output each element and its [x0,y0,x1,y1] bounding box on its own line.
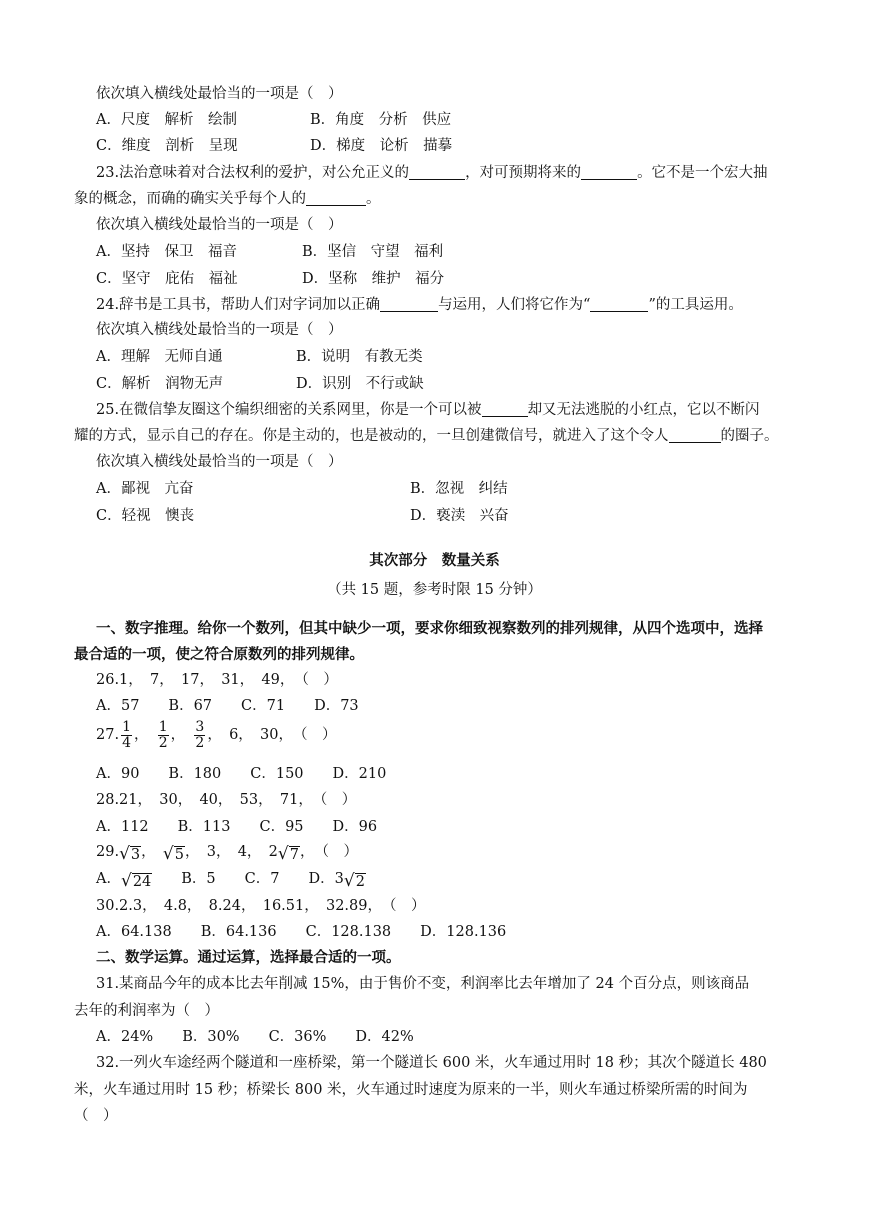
q29-option-a-label: A． [96,871,121,887]
radicand: 2 [355,874,365,890]
q24-option-c: C．解析 润物无声 [96,376,224,392]
section-title: 其次部分 数量关系 [369,552,500,569]
q27-number: 27. [96,727,120,743]
fraction-denominator: 2 [195,734,205,751]
q25-option-c: C．轻视 懊丧 [96,508,195,524]
q23-blank-3 [306,191,366,206]
q24-text-a: 24.辞书是工具书，帮助人们对字词加以正确 [96,297,381,313]
q25-intro: 依次填入横线处最恰当的一项是（ ） [96,454,343,470]
q25-option-d: D．亵渎 兴奋 [410,508,509,524]
q25-blank-2 [669,428,721,443]
radicand: 24 [132,874,152,890]
q24-stem [96,295,743,315]
q23-option-b: B．坚信 守望 福利 [302,244,444,260]
q26-stem: 26.1， 7， 17， 31， 49， （ ） [96,672,338,688]
q23-option-d: D．坚称 维护 福分 [302,271,445,287]
q25-text-d: 的圈子。 [720,428,779,444]
q30-options: A．64.138 B．64.136 C．128.138 D．128.136 [96,924,507,940]
q32-stem-line2: 米，火车通过用时 15 秒；桥梁长 800 米，火车通过时速度为原来的一半，则火车通过桥梁所需的时间为 [74,1082,748,1098]
q27-fraction-2 [158,720,169,751]
q27-options: A．90 B．180 C．150 D．210 [96,766,387,782]
q32-stem-line3: （ ） [74,1108,118,1124]
radicand: 3 [130,847,141,863]
sqrt-icon: √ 7 [277,844,299,864]
q22-option-a: A．尺度 解析 绘制 [96,112,237,128]
fraction-numerator: 1 [158,718,168,735]
q24-option-d: D．识别 不行或缺 [296,376,424,392]
q23-option-a: A．坚持 保卫 福音 [96,244,237,260]
q23-stem-line1 [96,163,768,183]
q29-options [96,869,366,890]
q29-tail: ， （ ） [299,844,358,860]
q26-options: A．57 B．67 C．71 D．73 [96,698,359,714]
radicand: 5 [174,847,184,863]
radicand: 7 [289,847,299,863]
q24-text-c: ”的工具运用。 [648,297,743,313]
q27-fraction-3 [194,720,205,751]
q24-blank-1 [380,297,438,312]
q23-option-c: C．坚守 庇佑 福祉 [96,271,238,287]
q31-options: A．24% B．30% C．36% D．42% [96,1029,414,1045]
q24-option-a: A．理解 无师自通 [96,349,223,365]
part1-instructions-line1: 一、数字推理。给你一个数列，但其中缺少一项，要求你细致视察数列的排列规律，从四个选项中，选择 [96,620,763,637]
q24-intro: 依次填入横线处最恰当的一项是（ ） [96,322,343,338]
q25-stem-line2 [74,426,779,446]
q25-option-a: A．鄙视 亢奋 [96,481,194,497]
sqrt-icon: √ 2 [343,871,365,891]
q28-options: A．112 B．113 C．95 D．96 [96,819,378,835]
q28-stem: 28.21， 30， 40， 53， 71， （ ） [96,792,357,808]
q29-options-bcd: B．5 C．7 D． [152,871,335,887]
part2-instructions: 二、数学运算。通过运算，选择最合适的一项。 [96,949,401,966]
section-subtitle: （共 15 题，参考时限 15 分钟） [327,582,542,598]
q23-text-e: 。 [366,191,381,207]
q27-rest: ， 6， 30， （ ） [207,727,337,743]
q22-option-d: D．梯度 论析 描摹 [310,138,453,154]
q22-intro: 依次填入横线处最恰当的一项是（ ） [96,86,343,102]
q29-option-d-coefficient: 3 [334,871,344,887]
q29-stem: 29. √ 3 ， √ 5 ， 3， 4， 2 √ 7 ， （ ） [96,844,358,864]
sqrt-icon: √ 24 [120,871,152,891]
q23-stem-line2 [74,189,381,209]
q31-stem-line1: 31.某商品今年的成本比去年削减 15%，由于售价不变，利润率比去年增加了 24 个百分点，则该商品 [96,976,750,992]
q23-text-d: 象的概念，而确的确实关乎每个人的 [74,191,306,207]
sqrt-icon: √ 5 [162,844,184,864]
q23-text-c: 。它不是一个宏大抽 [637,165,768,181]
q25-text-b: 却又无法逃脱的小红点，它以不断闪 [527,402,760,418]
q23-blank-2 [581,165,637,180]
q31-stem-line2: 去年的利润率为（ ） [74,1003,219,1019]
sqrt-icon: √ 3 [119,844,141,864]
q25-text-a: 25.在微信挚友圈这个编织细密的关系网里，你是一个可以被 [96,402,482,418]
q24-blank-2 [590,297,648,312]
q24-option-b: B．说明 有教无类 [296,349,423,365]
q27-stem: 27. $\frac{1}{4}$ ， $\frac{1}{2}$ ， $\frac{3}{2}$ ， 6， 30， （ ） [96,718,337,751]
fraction-numerator: 1 [122,718,131,735]
q23-intro: 依次填入横线处最恰当的一项是（ ） [96,217,343,233]
fraction-denominator: 4 [122,734,131,751]
q29-middle: ， 3， 4， [184,844,269,860]
fraction-denominator: 2 [158,734,168,751]
q22-option-b: B．角度 分析 供应 [310,112,452,128]
q27-fraction-1 [121,720,132,751]
q25-text-c: 耀的方式，显示自己的存在。你是主动的，也是被动的，一旦创建微信号，就进入了这个令人 [74,428,669,444]
q25-blank-1 [482,402,528,417]
q32-stem-line1: 32.一列火车途经两个隧道和一座桥梁，第一个隧道长 600 米，火车通过用时 18 秒；其次个隧道长 480 [96,1055,767,1071]
q29-coefficient: 2 [268,844,278,860]
part1-instructions-line2: 最合适的一项，使之符合原数列的排列规律。 [74,646,364,663]
q23-text-b: ，对可预期将来的 [465,165,582,181]
q23-text-a: 23.法治意味着对合法权利的爱护，对公允正义的 [96,165,410,181]
q22-option-c: C．维度 剖析 呈现 [96,138,238,154]
q30-stem: 30.2.3， 4.8， 8.24， 16.51， 32.89， （ ） [96,898,426,914]
q24-text-b: 与运用，人们将它作为“ [438,297,591,313]
q23-blank-1 [409,165,465,180]
q29-number: 29. [96,844,120,860]
q25-stem-line1 [96,400,760,420]
fraction-numerator: 3 [195,718,205,735]
q25-option-b: B．忽视 纠结 [410,481,508,497]
